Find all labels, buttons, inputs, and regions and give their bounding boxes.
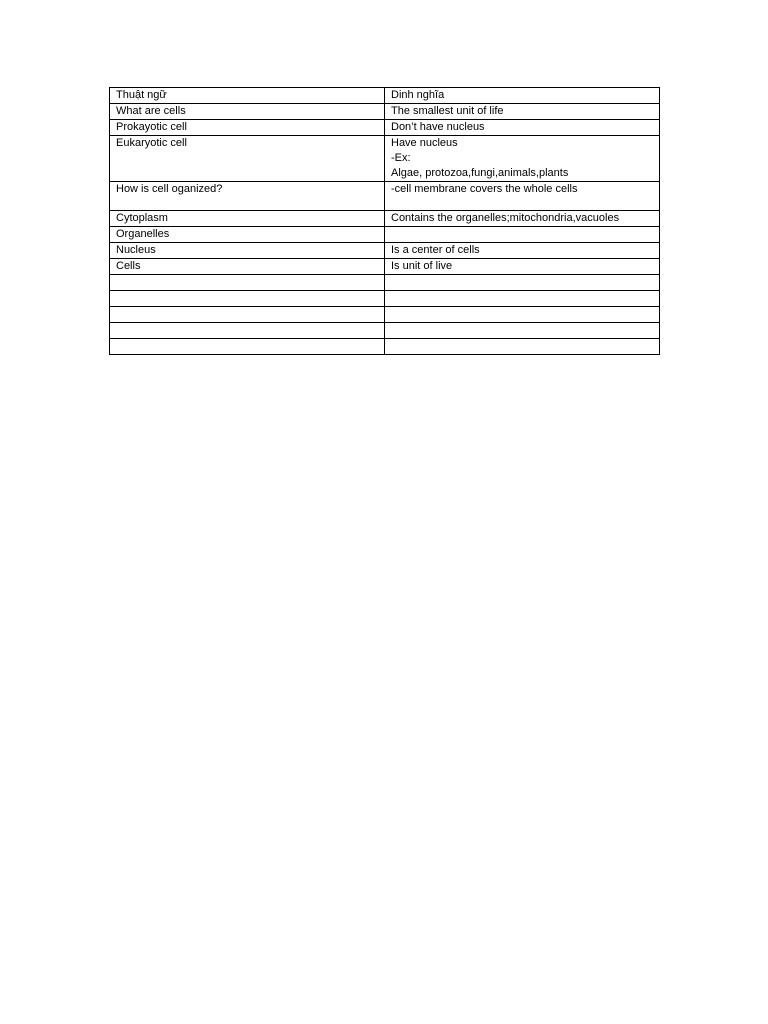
term-cell: Nucleus <box>110 243 385 259</box>
term-cell: Cells <box>110 259 385 275</box>
table-row <box>110 211 660 227</box>
definition-cell: Is a center of cells <box>385 243 660 259</box>
definition-cell <box>385 339 660 355</box>
table-row <box>110 104 660 120</box>
definition-line: -Ex: <box>391 152 411 164</box>
definition-line: Algae, protozoa,fungi,animals,plants <box>391 167 569 179</box>
table-row-empty <box>110 275 660 291</box>
term-cell: Cytoplasm <box>110 211 385 227</box>
definition-line: Have nucleus <box>391 137 458 149</box>
definition-cell <box>385 307 660 323</box>
table-row-empty <box>110 307 660 323</box>
definition-cell <box>385 227 660 243</box>
definition-cell: -cell membrane covers the whole cells <box>385 182 660 211</box>
header-term-cell: Thuật ngữ <box>110 88 385 104</box>
definition-cell <box>385 136 660 182</box>
definition-cell <box>385 275 660 291</box>
table-row <box>110 182 660 211</box>
term-cell: Prokayotic cell <box>110 120 385 136</box>
table-row <box>110 136 660 182</box>
term-cell <box>110 275 385 291</box>
term-cell <box>110 307 385 323</box>
definition-cell: Contains the organelles;mitochondria,vacuoles <box>385 211 660 227</box>
table-row <box>110 243 660 259</box>
table-row <box>110 120 660 136</box>
header-definition-cell: Dinh nghĩa <box>385 88 660 104</box>
table-header-row <box>110 88 660 104</box>
term-cell <box>110 339 385 355</box>
table-row-empty <box>110 323 660 339</box>
term-cell <box>110 323 385 339</box>
table-row <box>110 227 660 243</box>
definition-cell <box>385 323 660 339</box>
term-cell: Eukaryotic cell <box>110 136 385 182</box>
term-cell: What are cells <box>110 104 385 120</box>
definition-cell: Don’t have nucleus <box>385 120 660 136</box>
term-cell: Organelles <box>110 227 385 243</box>
table-row <box>110 259 660 275</box>
table-row-empty <box>110 339 660 355</box>
term-cell <box>110 291 385 307</box>
term-cell: How is cell oganized? <box>110 182 385 211</box>
glossary-table <box>109 87 660 355</box>
definition-cell: Is unit of live <box>385 259 660 275</box>
table-row-empty <box>110 291 660 307</box>
definition-cell: The smallest unit of life <box>385 104 660 120</box>
definition-cell <box>385 291 660 307</box>
